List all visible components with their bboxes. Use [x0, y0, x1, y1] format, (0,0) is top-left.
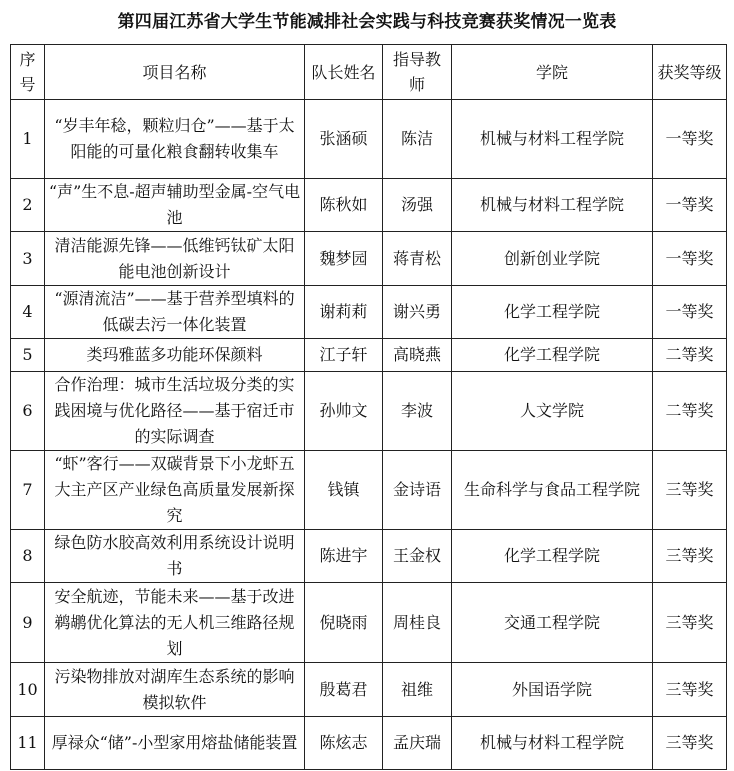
- row-no: 5: [11, 339, 45, 372]
- row-teacher: 孟庆瑞: [383, 717, 452, 770]
- row-project: 污染物排放对湖库生态系统的影响模拟软件: [45, 663, 305, 717]
- row-project: 合作治理：城市生活垃圾分类的实践困境与优化路径——基于宿迁市的实际调查: [45, 372, 305, 451]
- row-school: 外国语学院: [452, 663, 653, 717]
- row-award: 二等奖: [653, 372, 727, 451]
- row-no: 1: [11, 100, 45, 179]
- header-leader: 队长姓名: [305, 45, 383, 100]
- table-row: [11, 663, 727, 717]
- page-title: 第四届江苏省大学生节能减排社会实践与科技竞赛获奖情况一览表: [117, 12, 617, 32]
- row-teacher: 汤强: [383, 179, 452, 232]
- row-project: 安全航迹，节能未来——基于改进鹈鹕优化算法的无人机三维路径规划: [45, 583, 305, 663]
- row-award: 三等奖: [653, 583, 727, 663]
- row-leader: 倪晓雨: [305, 583, 383, 663]
- row-leader: 殷葛君: [305, 663, 383, 717]
- row-teacher: 谢兴勇: [383, 286, 452, 339]
- row-teacher: 金诗语: [383, 451, 452, 530]
- row-project: 类玛雅蓝多功能环保颜料: [45, 339, 305, 372]
- table-row: [11, 530, 727, 583]
- row-project: “虾”客行——双碳背景下小龙虾五大主产区产业绿色高质量发展新探究: [45, 451, 305, 530]
- row-leader: 孙帅文: [305, 372, 383, 451]
- row-award: 三等奖: [653, 451, 727, 530]
- row-award: 二等奖: [653, 339, 727, 372]
- header-school: 学院: [452, 45, 653, 100]
- row-no: 11: [11, 717, 45, 770]
- row-no: 2: [11, 179, 45, 232]
- row-award: 三等奖: [653, 717, 727, 770]
- row-project: “源清流洁”——基于营养型填料的低碳去污一体化装置: [45, 286, 305, 339]
- row-award: 三等奖: [653, 663, 727, 717]
- header-project: 项目名称: [45, 45, 305, 100]
- row-no: 8: [11, 530, 45, 583]
- row-teacher: 蒋青松: [383, 232, 452, 286]
- row-no: 10: [11, 663, 45, 717]
- table-row: [11, 717, 727, 770]
- row-leader: 陈秋如: [305, 179, 383, 232]
- row-school: 化学工程学院: [452, 339, 653, 372]
- row-teacher: 高晓燕: [383, 339, 452, 372]
- header-award: 获奖等级: [653, 45, 727, 100]
- row-school: 机械与材料工程学院: [452, 179, 653, 232]
- row-school: 机械与材料工程学院: [452, 717, 653, 770]
- row-leader: 张涵硕: [305, 100, 383, 179]
- row-award: 一等奖: [653, 100, 727, 179]
- table-row: [11, 451, 727, 530]
- header-teacher: 指导教师: [383, 45, 452, 100]
- table-header-row: [11, 45, 727, 100]
- row-project: “声”生不息-超声辅助型金属-空气电池: [45, 179, 305, 232]
- row-leader: 钱镇: [305, 451, 383, 530]
- row-project: 绿色防水胶高效利用系统设计说明书: [45, 530, 305, 583]
- row-leader: 江子轩: [305, 339, 383, 372]
- row-school: 交通工程学院: [452, 583, 653, 663]
- row-teacher: 祖维: [383, 663, 452, 717]
- row-no: 3: [11, 232, 45, 286]
- row-no: 7: [11, 451, 45, 530]
- header-no: 序号: [11, 45, 45, 100]
- row-no: 6: [11, 372, 45, 451]
- table-row: [11, 286, 727, 339]
- row-leader: 陈炫志: [305, 717, 383, 770]
- row-leader: 陈进宇: [305, 530, 383, 583]
- table-row: [11, 339, 727, 372]
- row-no: 9: [11, 583, 45, 663]
- row-school: 化学工程学院: [452, 530, 653, 583]
- row-teacher: 王金权: [383, 530, 452, 583]
- row-teacher: 陈洁: [383, 100, 452, 179]
- row-school: 机械与材料工程学院: [452, 100, 653, 179]
- row-leader: 魏梦园: [305, 232, 383, 286]
- table-row: [11, 100, 727, 179]
- row-teacher: 周桂良: [383, 583, 452, 663]
- row-school: 生命科学与食品工程学院: [452, 451, 653, 530]
- row-teacher: 李波: [383, 372, 452, 451]
- row-award: 一等奖: [653, 232, 727, 286]
- row-project: 厚禄众“储”-小型家用熔盐储能装置: [45, 717, 305, 770]
- table-row: [11, 372, 727, 451]
- row-leader: 谢莉莉: [305, 286, 383, 339]
- table-row: [11, 583, 727, 663]
- row-project: “岁丰年稔，颗粒归仓”——基于太阳能的可量化粮食翻转收集车: [45, 100, 305, 179]
- row-project: 清洁能源先锋——低维钙钛矿太阳能电池创新设计: [45, 232, 305, 286]
- row-award: 三等奖: [653, 530, 727, 583]
- row-school: 创新创业学院: [452, 232, 653, 286]
- row-no: 4: [11, 286, 45, 339]
- row-award: 一等奖: [653, 286, 727, 339]
- table-row: [11, 179, 727, 232]
- table-row: [11, 232, 727, 286]
- row-school: 化学工程学院: [452, 286, 653, 339]
- row-award: 一等奖: [653, 179, 727, 232]
- awards-table: [10, 44, 727, 770]
- row-school: 人文学院: [452, 372, 653, 451]
